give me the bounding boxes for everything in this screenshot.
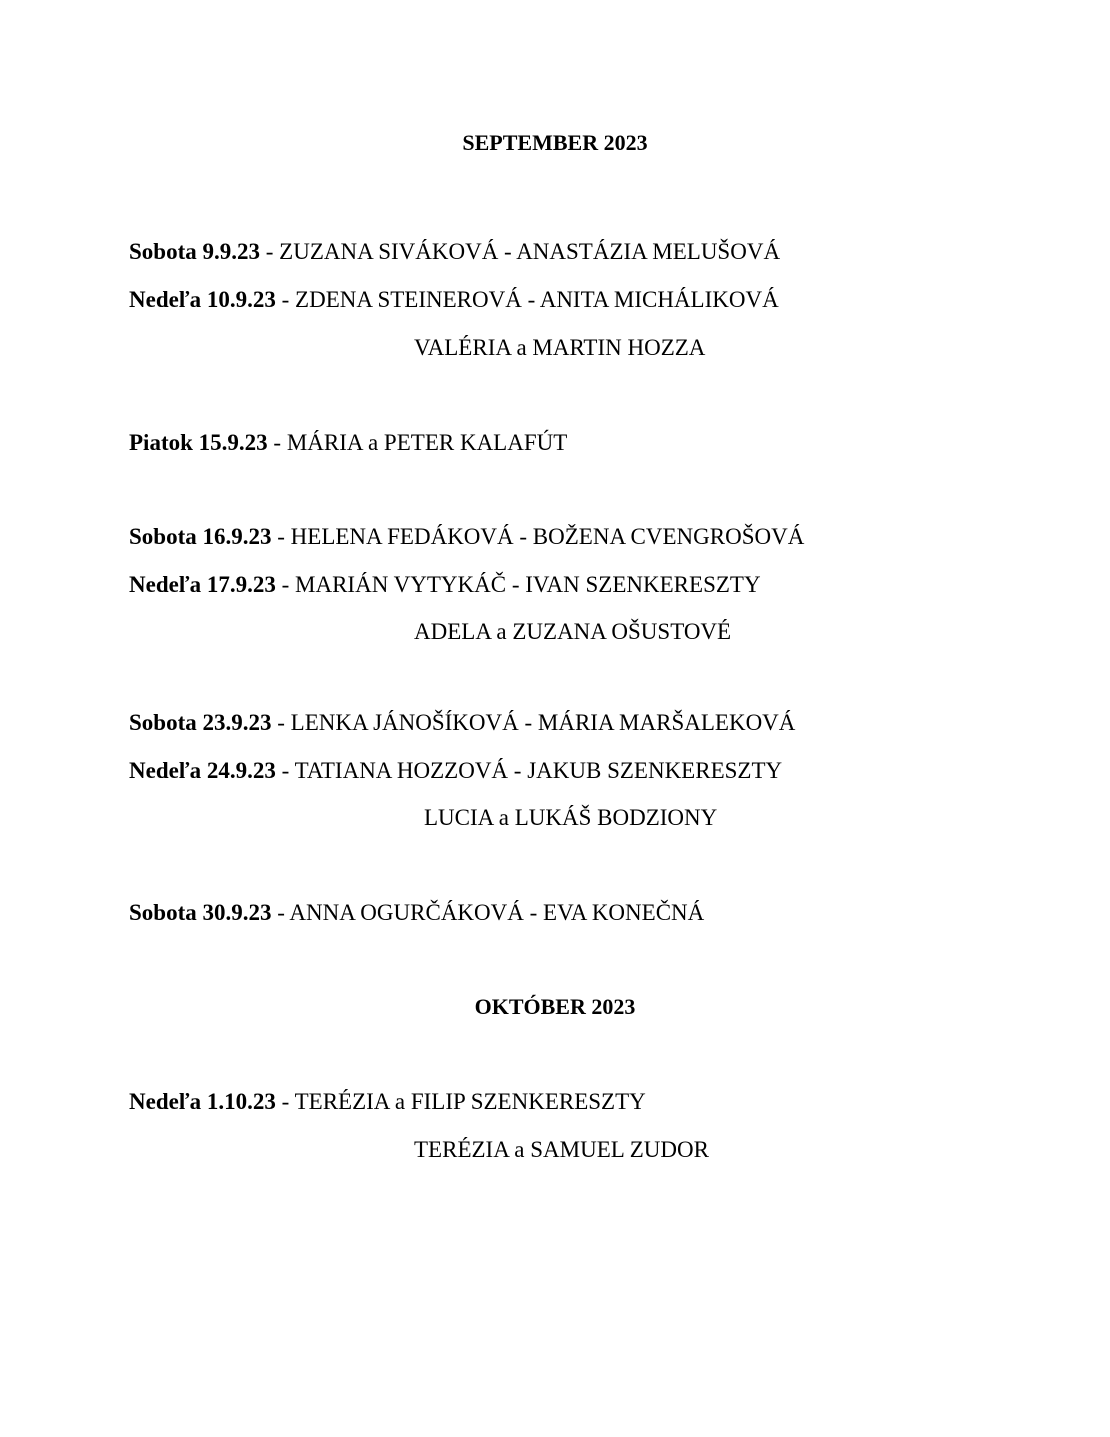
month-heading-september: SEPTEMBER 2023 — [462, 130, 648, 155]
entry-date: Nedeľa 24.9.23 — [129, 758, 276, 783]
entry-separator: - — [271, 524, 291, 549]
schedule-entry — [129, 899, 704, 927]
entry-date: Sobota 30.9.23 — [129, 900, 272, 925]
entry-date: Sobota 23.9.23 — [129, 710, 272, 735]
month-heading-oktober: OKTÓBER 2023 — [474, 994, 636, 1019]
entry-names: ZUZANA SIVÁKOVÁ - ANASTÁZIA MELUŠOVÁ — [279, 239, 781, 264]
entry-names: HELENA FEDÁKOVÁ - BOŽENA CVENGROŠOVÁ — [290, 524, 805, 549]
entry-separator: - — [275, 287, 296, 312]
entry-date: Piatok 15.9.23 — [129, 430, 268, 455]
entry-date: Nedeľa 1.10.23 — [129, 1089, 276, 1114]
schedule-entry — [129, 429, 567, 457]
entry-date: Nedeľa 17.9.23 — [129, 572, 276, 597]
entry-extra-names: LUCIA a LUKÁŠ BODZIONY — [424, 805, 718, 830]
entry-names: LENKA JÁNOŠÍKOVÁ - MÁRIA MARŠALEKOVÁ — [290, 710, 796, 735]
entry-names: ANNA OGURČÁKOVÁ - EVA KONEČNÁ — [289, 900, 705, 925]
entry-date: Nedeľa 10.9.23 — [129, 287, 276, 312]
entry-separator: - — [275, 572, 296, 597]
entry-separator: - — [267, 430, 287, 455]
schedule-entry — [129, 523, 804, 551]
entry-names: TERÉZIA a FILIP SZENKERESZTY — [294, 1089, 646, 1114]
entry-extra-names: VALÉRIA a MARTIN HOZZA — [414, 335, 706, 360]
schedule-entry — [129, 286, 779, 314]
entry-separator: - — [275, 758, 295, 783]
schedule-entry — [129, 238, 780, 266]
schedule-entry — [129, 571, 761, 599]
entry-extra-names: TERÉZIA a SAMUEL ZUDOR — [414, 1137, 709, 1162]
entry-date: Sobota 9.9.23 — [129, 239, 260, 264]
entry-names: MÁRIA a PETER KALAFÚT — [286, 430, 568, 455]
schedule-entry — [129, 757, 782, 785]
entry-separator: - — [260, 239, 280, 264]
schedule-entry — [129, 709, 795, 737]
entry-separator: - — [271, 900, 290, 925]
entry-separator: - — [271, 710, 291, 735]
entry-names: TATIANA HOZZOVÁ - JAKUB SZENKERESZTY — [294, 758, 783, 783]
entry-date: Sobota 16.9.23 — [129, 524, 272, 549]
entry-names: ZDENA STEINEROVÁ - ANITA MICHÁLIKOVÁ — [295, 287, 779, 312]
entry-extra-names: ADELA a ZUZANA OŠUSTOVÉ — [414, 619, 732, 644]
schedule-entry — [129, 1088, 646, 1116]
entry-names: MARIÁN VYTYKÁČ - IVAN SZENKERESZTY — [295, 572, 761, 597]
entry-separator: - — [275, 1089, 295, 1114]
